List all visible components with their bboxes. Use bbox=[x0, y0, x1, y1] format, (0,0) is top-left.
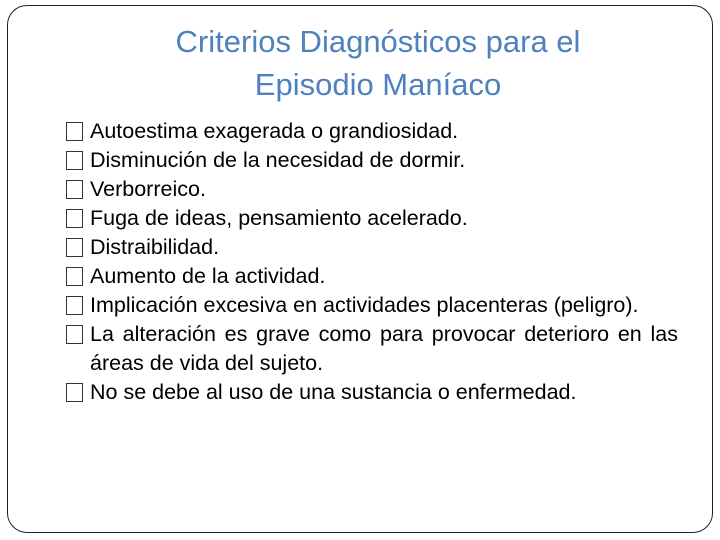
slide-title-line-1: Criterios Diagnósticos para el bbox=[175, 24, 581, 59]
bullet-list bbox=[66, 117, 678, 407]
bullet-text: Distraibilidad. bbox=[90, 235, 220, 259]
missing-glyph-box-icon bbox=[66, 151, 83, 170]
bullet-text: Autoestima exagerada o grandiosidad. bbox=[90, 119, 459, 143]
bullet-text: Disminución de la necesidad de dormir. bbox=[90, 148, 466, 172]
bullet-text: Verborreico. bbox=[90, 177, 206, 201]
bullet-item bbox=[66, 291, 678, 320]
bullet-item bbox=[66, 262, 678, 291]
missing-glyph-box-icon bbox=[66, 209, 83, 228]
bullet-item bbox=[66, 146, 678, 175]
bullet-text: Fuga de ideas, pensamiento acelerado. bbox=[90, 206, 468, 230]
slide-title-line-2: Episodio Maníaco bbox=[254, 67, 502, 102]
bullet-item bbox=[66, 233, 678, 262]
bullet-item bbox=[66, 204, 678, 233]
bullet-item bbox=[66, 117, 678, 146]
missing-glyph-box-icon bbox=[66, 122, 83, 141]
bullet-text: La alteración es grave como para provocar deterioro en las áreas de vida del sujeto. bbox=[90, 322, 678, 375]
bullet-item bbox=[66, 320, 678, 378]
missing-glyph-box-icon bbox=[66, 267, 83, 286]
missing-glyph-box-icon bbox=[66, 180, 83, 199]
bullet-text: Aumento de la actividad. bbox=[90, 264, 326, 288]
missing-glyph-box-icon bbox=[66, 383, 83, 402]
missing-glyph-box-icon bbox=[66, 296, 83, 315]
missing-glyph-box-icon bbox=[66, 325, 83, 344]
bullet-text: Implicación excesiva en actividades placenteras (peligro). bbox=[90, 293, 639, 317]
slide-title bbox=[80, 20, 676, 106]
bullet-text: No se debe al uso de una sustancia o enfermedad. bbox=[90, 380, 577, 404]
missing-glyph-box-icon bbox=[66, 238, 83, 257]
bullet-item bbox=[66, 378, 678, 407]
bullet-item bbox=[66, 175, 678, 204]
